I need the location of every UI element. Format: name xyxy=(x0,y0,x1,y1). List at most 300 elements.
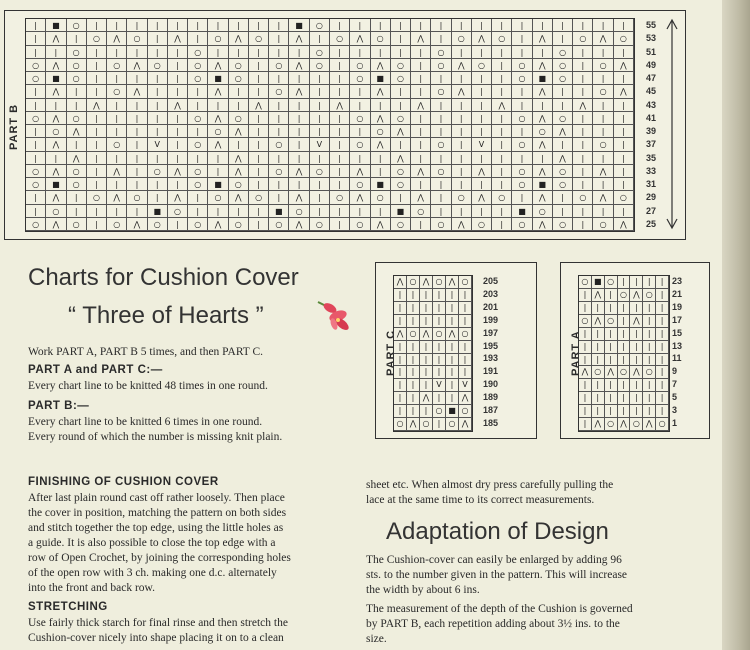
chart-cell: ⋀ xyxy=(107,165,127,178)
chart-cell: | xyxy=(168,46,188,59)
chart-cell: | xyxy=(249,112,269,125)
chart-cell: ■ xyxy=(269,205,289,218)
chart-cell: | xyxy=(618,379,631,392)
chart-cell: | xyxy=(452,152,472,165)
chart-cell: | xyxy=(573,152,593,165)
right-column-line-2: lace at the same time to its correct measurements. xyxy=(366,494,595,506)
chart-cell: ○ xyxy=(472,218,492,231)
row-number: 190 xyxy=(483,379,499,390)
chart-cell: ○ xyxy=(605,276,618,289)
chart-cell: | xyxy=(188,19,208,32)
chart-cell: | xyxy=(492,59,512,72)
chart-cell: | xyxy=(249,165,269,178)
part-a-grid xyxy=(578,275,670,432)
chart-cell: | xyxy=(148,191,168,204)
chart-cell: ○ xyxy=(605,315,618,328)
chart-cell: ⋀ xyxy=(46,85,66,98)
chart-cell: | xyxy=(26,85,46,98)
row-number: 21 xyxy=(672,288,683,299)
chart-cell: | xyxy=(391,191,411,204)
chart-cell: ○ xyxy=(168,205,188,218)
chart-cell: | xyxy=(127,138,147,151)
chart-cell: ⋀ xyxy=(614,85,634,98)
chart-cell: | xyxy=(472,112,492,125)
chart-cell: | xyxy=(573,205,593,218)
chart-cell: | xyxy=(452,205,472,218)
chart-cell: ⋀ xyxy=(630,366,643,379)
chart-cell: ○ xyxy=(26,165,46,178)
chart-cell: ○ xyxy=(127,32,147,45)
chart-cell: | xyxy=(431,178,451,191)
chart-cell: | xyxy=(407,405,420,418)
chart-cell: | xyxy=(411,152,431,165)
chart-cell: | xyxy=(512,32,532,45)
chart-cell: | xyxy=(371,46,391,59)
chart-cell: ■ xyxy=(533,72,553,85)
chart-cell: ○ xyxy=(512,72,532,85)
adaptation-p2-line-1: The measurement of the depth of the Cushion is governed xyxy=(366,603,633,615)
chart-cell: ○ xyxy=(618,366,631,379)
finishing-line-5: row of Open Crochet, by joining the corresponding holes xyxy=(28,552,291,564)
chart-cell: ○ xyxy=(310,59,330,72)
chart-cell: | xyxy=(67,191,87,204)
chart-cell: | xyxy=(472,205,492,218)
chart-cell: | xyxy=(605,341,618,354)
chart-cell: | xyxy=(168,85,188,98)
chart-cell: ○ xyxy=(310,46,330,59)
chart-cell: | xyxy=(605,405,618,418)
chart-cell: | xyxy=(592,302,605,315)
chart-cell: ○ xyxy=(431,218,451,231)
chart-cell: | xyxy=(127,19,147,32)
chart-cell: | xyxy=(67,138,87,151)
chart-cell: ⋀ xyxy=(472,191,492,204)
chart-cell: ○ xyxy=(643,289,656,302)
chart-cell: | xyxy=(411,19,431,32)
chart-cell: ○ xyxy=(433,276,446,289)
chart-cell: ⋀ xyxy=(249,99,269,112)
row-number: 17 xyxy=(672,314,683,325)
chart-cell: | xyxy=(492,152,512,165)
chart-cell: V xyxy=(310,138,330,151)
adaptation-p1-line-3: the width by about 6 ins. xyxy=(366,584,480,596)
chart-cell: | xyxy=(614,72,634,85)
chart-cell: | xyxy=(459,341,472,354)
chart-cell: | xyxy=(553,85,573,98)
chart-cell: | xyxy=(593,152,613,165)
chart-cell: | xyxy=(452,46,472,59)
chart-cell: | xyxy=(433,289,446,302)
chart-cell: | xyxy=(87,72,107,85)
row-number: 203 xyxy=(483,288,499,299)
chart-cell: | xyxy=(330,59,350,72)
chart-cell: | xyxy=(446,341,459,354)
chart-cell: ○ xyxy=(452,32,472,45)
chart-cell: | xyxy=(431,32,451,45)
chart-cell: ⋀ xyxy=(46,191,66,204)
chart-cell: | xyxy=(643,354,656,367)
chart-cell: ○ xyxy=(407,328,420,341)
chart-cell: ○ xyxy=(391,218,411,231)
chart-cell: | xyxy=(472,19,492,32)
chart-cell: ⋀ xyxy=(533,165,553,178)
chart-cell: | xyxy=(289,152,309,165)
chart-cell: | xyxy=(391,85,411,98)
row-number: 189 xyxy=(483,392,499,403)
chart-cell: | xyxy=(433,302,446,315)
chart-cell: ⋀ xyxy=(229,191,249,204)
chart-cell: ⋀ xyxy=(579,366,592,379)
chart-cell: | xyxy=(573,46,593,59)
row-number: 23 xyxy=(672,276,683,286)
chart-cell: | xyxy=(433,315,446,328)
chart-cell: ⋀ xyxy=(411,191,431,204)
chart-cell: | xyxy=(492,19,512,32)
chart-cell: ○ xyxy=(512,112,532,125)
chart-cell: | xyxy=(605,392,618,405)
chart-cell: ○ xyxy=(208,191,228,204)
chart-cell: ○ xyxy=(188,165,208,178)
chart-cell: ○ xyxy=(431,59,451,72)
chart-cell: ○ xyxy=(148,59,168,72)
chart-cell: | xyxy=(630,379,643,392)
chart-cell: | xyxy=(618,405,631,418)
chart-cell: ○ xyxy=(643,366,656,379)
finishing-line-1: After last plain round cast off rather loosely. Then place xyxy=(28,492,285,504)
chart-cell: | xyxy=(148,46,168,59)
chart-cell: ○ xyxy=(46,125,66,138)
chart-cell: | xyxy=(573,138,593,151)
chart-cell: ○ xyxy=(26,112,46,125)
chart-cell: | xyxy=(533,99,553,112)
chart-cell: ⋀ xyxy=(573,99,593,112)
chart-cell: | xyxy=(553,138,573,151)
chart-cell: | xyxy=(605,302,618,315)
chart-cell: | xyxy=(249,46,269,59)
chart-cell: | xyxy=(168,178,188,191)
chart-cell: | xyxy=(249,19,269,32)
chart-cell: | xyxy=(87,85,107,98)
chart-cell: | xyxy=(229,46,249,59)
chart-cell: | xyxy=(431,112,451,125)
chart-cell: | xyxy=(67,205,87,218)
chart-cell: ⋀ xyxy=(472,32,492,45)
chart-cell: ○ xyxy=(67,72,87,85)
chart-cell: | xyxy=(391,138,411,151)
chart-cell: ⋀ xyxy=(107,191,127,204)
finishing-line-6: of the open row with 3 ch. making one d.c. alternately xyxy=(28,567,277,579)
chart-cell: | xyxy=(87,138,107,151)
chart-cell: | xyxy=(229,138,249,151)
chart-cell: | xyxy=(269,72,289,85)
row-number: 53 xyxy=(646,33,657,44)
chart-cell: ⋀ xyxy=(394,276,407,289)
chart-cell: | xyxy=(350,125,370,138)
chart-cell: | xyxy=(188,125,208,138)
chart-cell: | xyxy=(107,46,127,59)
chart-cell: ○ xyxy=(350,138,370,151)
chart-cell: | xyxy=(330,205,350,218)
chart-cell: | xyxy=(630,302,643,315)
chart-cell: ○ xyxy=(553,59,573,72)
chart-cell: | xyxy=(472,152,492,165)
row-number: 5 xyxy=(672,392,678,403)
part-c-chart-box xyxy=(375,262,537,439)
chart-cell: | xyxy=(269,112,289,125)
chart-cell: | xyxy=(512,191,532,204)
chart-cell: ○ xyxy=(512,178,532,191)
chart-cell: | xyxy=(614,99,634,112)
chart-cell: ○ xyxy=(492,191,512,204)
chart-cell: | xyxy=(592,341,605,354)
chart-cell: ⋀ xyxy=(452,59,472,72)
chart-cell: | xyxy=(26,138,46,151)
chart-cell: | xyxy=(87,178,107,191)
chart-cell: ⋀ xyxy=(618,418,631,431)
chart-cell: | xyxy=(310,152,330,165)
row-number: 27 xyxy=(646,205,657,216)
chart-cell: ○ xyxy=(26,178,46,191)
chart-cell: ○ xyxy=(618,289,631,302)
chart-cell: ○ xyxy=(269,59,289,72)
stretching-line-2: Cushion-cover nicely into shape placing it on to a clean xyxy=(28,632,284,644)
chart-cell: ○ xyxy=(26,59,46,72)
chart-cell: | xyxy=(656,289,669,302)
chart-cell: ⋀ xyxy=(593,191,613,204)
chart-cell: | xyxy=(579,328,592,341)
chart-cell: | xyxy=(289,99,309,112)
chart-cell: ⋀ xyxy=(350,191,370,204)
chart-cell: | xyxy=(411,178,431,191)
chart-cell: | xyxy=(656,328,669,341)
chart-cell: | xyxy=(289,178,309,191)
adaptation-heading: Adaptation of Design xyxy=(386,518,609,545)
chart-cell: | xyxy=(452,165,472,178)
chart-cell: | xyxy=(310,125,330,138)
chart-cell: ○ xyxy=(420,418,433,431)
chart-cell: | xyxy=(614,205,634,218)
chart-cell: | xyxy=(492,72,512,85)
chart-cell: ○ xyxy=(459,276,472,289)
chart-cell: | xyxy=(431,191,451,204)
chart-cell: ○ xyxy=(371,32,391,45)
chart-cell: | xyxy=(394,366,407,379)
chart-cell: | xyxy=(249,59,269,72)
chart-cell: | xyxy=(512,46,532,59)
chart-cell: | xyxy=(26,205,46,218)
chart-cell: | xyxy=(579,354,592,367)
chart-cell: | xyxy=(605,328,618,341)
chart-cell: | xyxy=(148,72,168,85)
chart-cell: ○ xyxy=(391,72,411,85)
chart-cell: | xyxy=(371,99,391,112)
page-title: Charts for Cushion Cover xyxy=(28,264,299,291)
chart-cell: ⋀ xyxy=(289,32,309,45)
chart-cell: ⋀ xyxy=(533,112,553,125)
chart-cell: ○ xyxy=(533,205,553,218)
chart-cell: ⋀ xyxy=(208,218,228,231)
chart-cell: | xyxy=(579,302,592,315)
chart-cell: | xyxy=(87,19,107,32)
row-number: 47 xyxy=(646,73,657,83)
chart-cell: ○ xyxy=(188,218,208,231)
chart-cell: ⋀ xyxy=(420,328,433,341)
chart-cell: | xyxy=(605,354,618,367)
chart-cell: ⋀ xyxy=(371,85,391,98)
chart-cell: | xyxy=(492,178,512,191)
chart-cell: | xyxy=(67,85,87,98)
chart-cell: | xyxy=(330,19,350,32)
chart-cell: ⋀ xyxy=(208,85,228,98)
chart-cell: | xyxy=(459,354,472,367)
chart-cell: ○ xyxy=(630,418,643,431)
chart-cell: ○ xyxy=(593,59,613,72)
chart-cell: | xyxy=(630,354,643,367)
chart-cell: ○ xyxy=(67,46,87,59)
row-number: 193 xyxy=(483,353,499,364)
chart-cell: | xyxy=(492,165,512,178)
chart-cell: ■ xyxy=(208,178,228,191)
chart-cell: | xyxy=(420,341,433,354)
chart-cell: | xyxy=(229,85,249,98)
chart-cell: ○ xyxy=(107,218,127,231)
part-b-grid xyxy=(25,18,635,232)
chart-cell: | xyxy=(371,152,391,165)
chart-cell: ⋀ xyxy=(229,32,249,45)
chart-cell: | xyxy=(593,72,613,85)
chart-cell: ○ xyxy=(188,46,208,59)
chart-cell: ⋀ xyxy=(289,165,309,178)
chart-cell: | xyxy=(310,112,330,125)
chart-cell: ⋀ xyxy=(391,152,411,165)
chart-cell: ○ xyxy=(330,32,350,45)
chart-cell: ○ xyxy=(229,178,249,191)
row-number: 195 xyxy=(483,340,499,351)
chart-cell: | xyxy=(310,72,330,85)
chart-cell: | xyxy=(573,218,593,231)
row-number: 51 xyxy=(646,46,657,57)
chart-cell: | xyxy=(289,138,309,151)
chart-cell: | xyxy=(533,152,553,165)
row-number: 39 xyxy=(646,126,657,136)
chart-cell: ○ xyxy=(593,85,613,98)
chart-cell: | xyxy=(269,191,289,204)
chart-cell: | xyxy=(107,112,127,125)
chart-cell: | xyxy=(107,72,127,85)
chart-cell: | xyxy=(107,178,127,191)
chart-cell: ■ xyxy=(46,178,66,191)
chart-cell: | xyxy=(269,46,289,59)
row-number: 15 xyxy=(672,327,683,338)
chart-cell: | xyxy=(614,125,634,138)
chart-cell: | xyxy=(420,289,433,302)
chart-cell: ⋀ xyxy=(459,392,472,405)
chart-cell: ○ xyxy=(394,418,407,431)
chart-cell: | xyxy=(593,46,613,59)
chart-cell: | xyxy=(407,379,420,392)
chart-cell: | xyxy=(492,46,512,59)
chart-cell: | xyxy=(46,46,66,59)
chart-cell: ○ xyxy=(350,178,370,191)
chart-cell: | xyxy=(269,32,289,45)
chart-cell: | xyxy=(249,205,269,218)
chart-cell: ⋀ xyxy=(605,366,618,379)
chart-cell: | xyxy=(593,19,613,32)
chart-cell: ⋀ xyxy=(371,218,391,231)
chart-cell: | xyxy=(26,46,46,59)
chart-cell: ○ xyxy=(46,205,66,218)
chart-cell: ⋀ xyxy=(614,218,634,231)
chart-cell: ○ xyxy=(350,59,370,72)
chart-cell: ■ xyxy=(46,19,66,32)
chart-cell: | xyxy=(431,125,451,138)
chart-cell: ○ xyxy=(127,191,147,204)
part-a-c-heading: PART A and PART C:— xyxy=(28,364,163,376)
chart-cell: | xyxy=(269,178,289,191)
chart-cell: ⋀ xyxy=(630,315,643,328)
chart-cell: ⋀ xyxy=(46,218,66,231)
chart-cell: ○ xyxy=(553,178,573,191)
chart-cell: ⋀ xyxy=(630,289,643,302)
flower-icon xyxy=(314,296,356,336)
chart-cell: | xyxy=(87,218,107,231)
row-number: 3 xyxy=(672,405,678,416)
chart-cell: | xyxy=(168,125,188,138)
row-number: 13 xyxy=(672,340,683,351)
part-b-text-2: Every round of which the number is missing knit plain. xyxy=(28,431,283,443)
chart-cell: | xyxy=(407,354,420,367)
finishing-line-4: a guide. It is also possible to close the top edge with a xyxy=(28,537,276,549)
chart-cell: | xyxy=(472,72,492,85)
chart-cell: ⋀ xyxy=(592,289,605,302)
chart-cell: | xyxy=(411,46,431,59)
chart-cell: | xyxy=(350,152,370,165)
chart-cell: ○ xyxy=(208,32,228,45)
chart-cell: ■ xyxy=(148,205,168,218)
chart-cell: | xyxy=(614,46,634,59)
chart-cell: | xyxy=(643,276,656,289)
chart-cell: ○ xyxy=(269,85,289,98)
chart-cell: ○ xyxy=(431,138,451,151)
chart-cell: | xyxy=(472,178,492,191)
chart-cell: | xyxy=(407,315,420,328)
chart-cell: | xyxy=(229,99,249,112)
chart-cell: ⋀ xyxy=(592,315,605,328)
part-a-c-text: Every chart line to be knitted 48 times in one round. xyxy=(28,380,268,392)
chart-cell: | xyxy=(446,366,459,379)
chart-cell: | xyxy=(630,341,643,354)
chart-cell: ⋀ xyxy=(289,191,309,204)
chart-cell: | xyxy=(127,99,147,112)
chart-cell: | xyxy=(208,99,228,112)
chart-cell: V xyxy=(148,138,168,151)
chart-cell: | xyxy=(533,19,553,32)
chart-cell: | xyxy=(407,302,420,315)
chart-cell: ⋀ xyxy=(411,165,431,178)
chart-cell: | xyxy=(614,178,634,191)
row-number: 197 xyxy=(483,327,499,338)
chart-cell: | xyxy=(107,152,127,165)
chart-cell: | xyxy=(656,366,669,379)
chart-cell: ⋀ xyxy=(407,418,420,431)
chart-cell: | xyxy=(431,99,451,112)
chart-cell: | xyxy=(148,125,168,138)
chart-cell: | xyxy=(656,315,669,328)
row-number: 7 xyxy=(672,379,678,390)
chart-cell: | xyxy=(269,125,289,138)
chart-cell: ○ xyxy=(229,59,249,72)
row-number: 11 xyxy=(672,353,682,364)
